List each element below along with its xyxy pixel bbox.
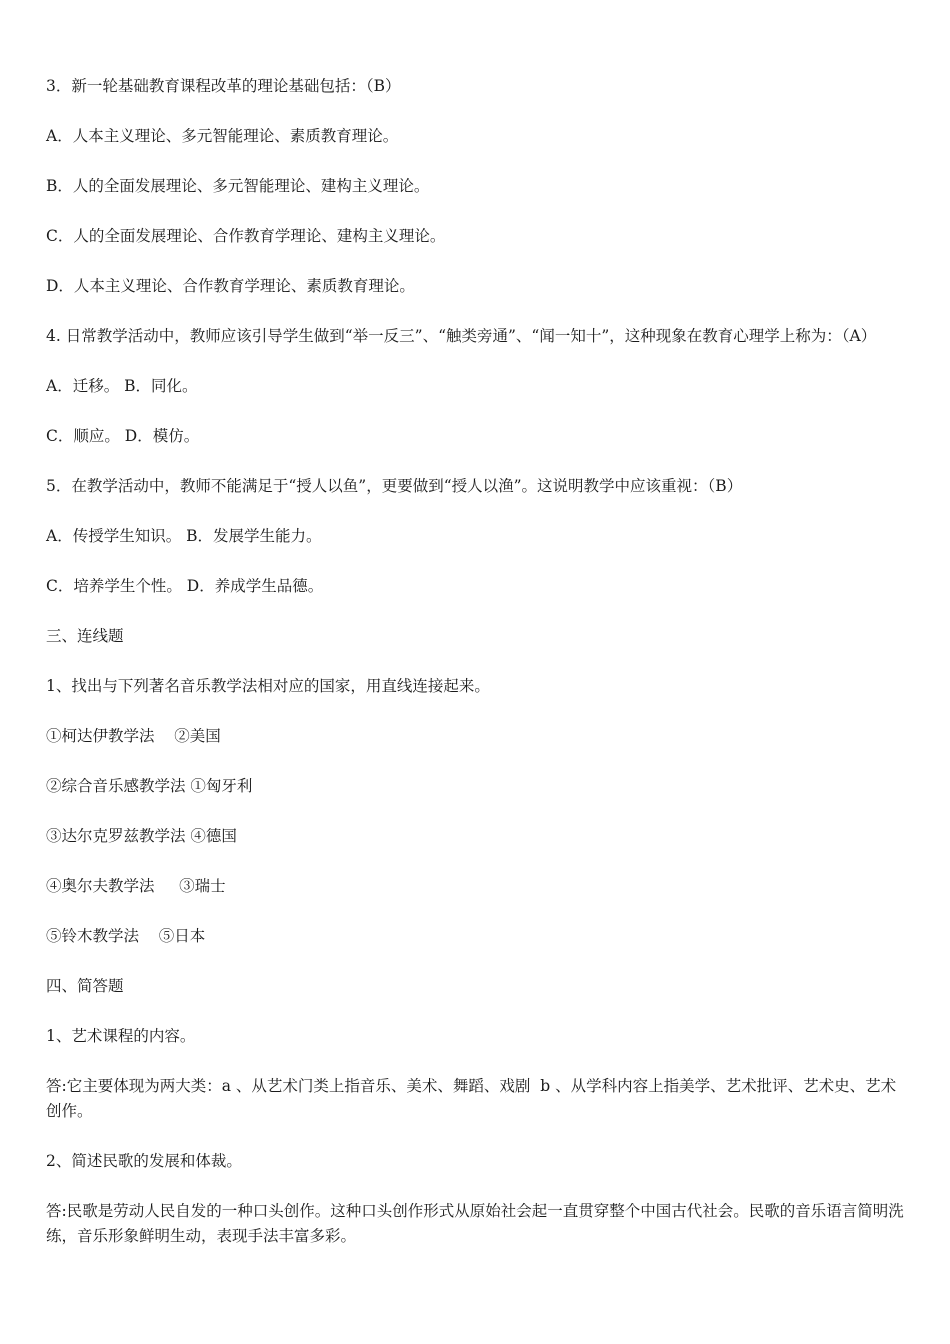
question-4-options-cd: C．顺应。 D．模仿。 (46, 427, 200, 445)
short-answer-answer-1: 答:它主要体现为两大类：a 、从艺术门类上指音乐、美术、舞蹈、戏剧 b 、从学科内容上指美学、艺术批评、艺术史、艺术创作。 (46, 1077, 897, 1120)
matching-row-3: ③达尔克罗兹教学法 ④德国 (46, 827, 237, 845)
section-heading-short-answer: 四、简答题 (46, 977, 124, 995)
matching-question-1: 1、找出与下列著名音乐教学法相对应的国家，用直线连接起来。 (46, 677, 490, 695)
question-5-stem: 5．在教学活动中，教师不能满足于“授人以鱼”，更要做到“授人以渔”。这说明教学中应该重视：（B） (46, 477, 743, 495)
short-answer-question-1: 1、艺术课程的内容。 (46, 1027, 196, 1045)
document-page (46, 74, 908, 1274)
matching-row-4: ④奥尔夫教学法 ③瑞士 (46, 877, 226, 895)
question-3-option-b: B．人的全面发展理论、多元智能理论、建构主义理论。 (46, 177, 430, 195)
section-heading-matching: 三、连线题 (46, 627, 124, 645)
matching-row-1: ①柯达伊教学法 ②美国 (46, 727, 221, 745)
short-answer-answer-2: 答:民歌是劳动人民自发的一种口头创作。这种口头创作形式从原始社会起一直贯穿整个中国古代社会。民歌的音乐语言简明洗练，音乐形象鲜明生动，表现手法丰富多彩。 (46, 1202, 904, 1245)
question-3-option-d: D．人本主义理论、合作教育学理论、素质教育理论。 (46, 277, 415, 295)
question-4-options-ab: A．迁移。 B．同化。 (46, 377, 198, 395)
question-5-options-ab: A．传授学生知识。 B．发展学生能力。 (46, 527, 322, 545)
question-3-option-a: A．人本主义理论、多元智能理论、素质教育理论。 (46, 127, 399, 145)
question-5-options-cd: C．培养学生个性。 D．养成学生品德。 (46, 577, 324, 595)
question-3-stem: 3．新一轮基础教育课程改革的理论基础包括：（B） (46, 77, 401, 95)
question-4-stem: 4. 日常教学活动中，教师应该引导学生做到“举一反三”、“触类旁通”、“闻一知十”，这种现象在教育心理学上称为：（A） (46, 327, 877, 345)
matching-row-2: ②综合音乐感教学法 ①匈牙利 (46, 777, 253, 795)
question-3-option-c: C．人的全面发展理论、合作教育学理论、建构主义理论。 (46, 227, 446, 245)
short-answer-question-2: 2、简述民歌的发展和体裁。 (46, 1152, 242, 1170)
matching-row-5: ⑤铃木教学法 ⑤日本 (46, 927, 206, 945)
